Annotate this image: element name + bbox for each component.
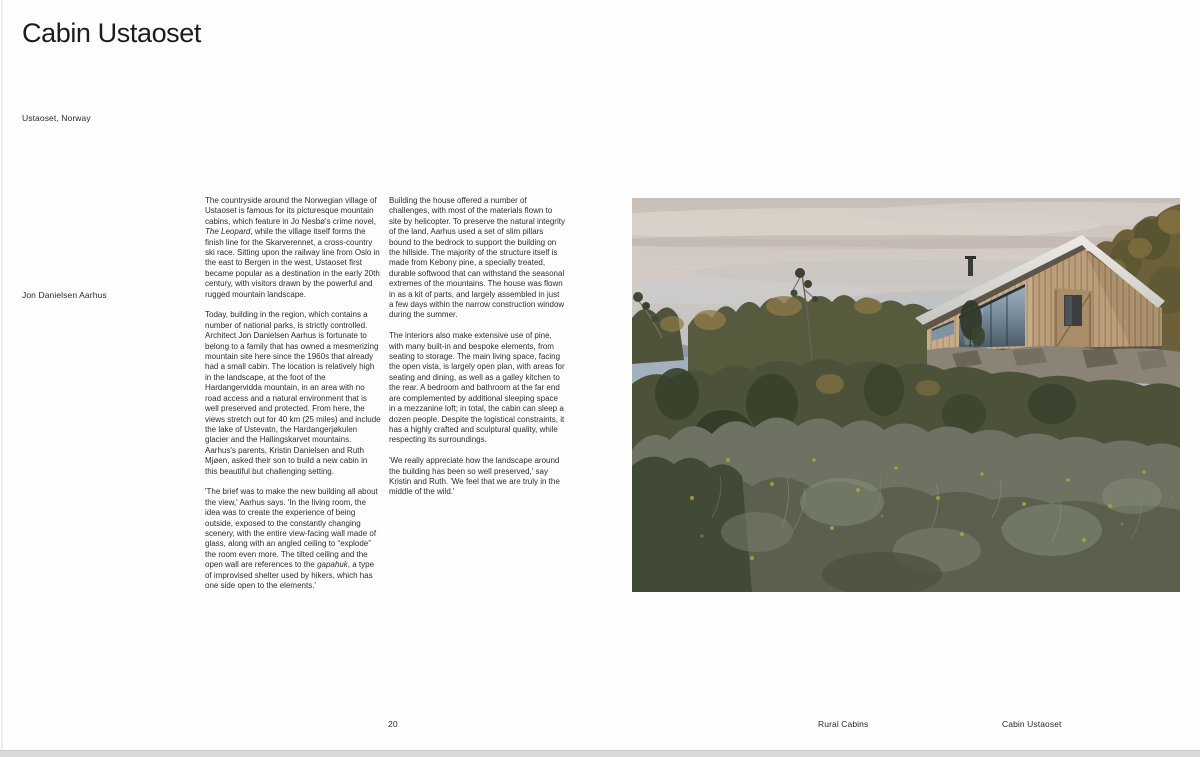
footer-chapter-label: Cabin Ustaoset (1002, 719, 1062, 729)
article-column-1 (205, 196, 381, 602)
article-paragraph: 'The brief was to make the new building all about the view,' Aarhus says. 'In the living room, the idea was to create the experience of being outside, exposed to the constantly changing scenery, with the entire view-facing wall made of glass, along with an angled ceiling to “explode” the room even more. The tilted ceiling and the open wall are references to the gapahuk, a type of improvised shelter used by hikers, which has one side open to the elements.' (205, 487, 378, 590)
vegetation-foreground (632, 417, 1180, 592)
cabin-photo (632, 198, 1180, 592)
article-paragraph: Building the house offered a number of challenges, with most of the materials flown to site by helicopter. To preserve the natural integrity of the land, Aarhus used a set of slim pillars bound to the bedrock to support the building on the hillside. The majority of the structure itself is made from Kebony pine, a specially treated, durable softwood that can withstand the seasonal extremes of the mountains. The house was flown in as a kit of parts, and largely assembled in just a few days within the narrow construction window during the summer. (389, 196, 565, 320)
article-paragraph: 'We really appreciate how the landscape around the building has been so well preserved,' say Kristin and Ruth. 'We feel that we are truly in the middle of the wild.' (389, 456, 560, 497)
cabin-photo-illustration (632, 198, 1180, 592)
article-paragraph: The countryside around the Norwegian village of Ustaoset is famous for its picturesque mountain cabins, which feature in Jo Nesbø's crime novel, The Leopard, while the village itself forms the finish line for the Skarverennet, a cross-country ski race. Sitting upon the railway line from Oslo in the east to Bergen in the west, Ustaoset first became popular as a destination in the early 20th century, with visitors drawn by the powerful and rugged mountain landscape. (205, 196, 380, 299)
cabin-door (1054, 288, 1092, 350)
article-paragraph: The interiors also make extensive use of pine, with many built-in and bespoke elements, from seating to storage. The main living space, facing the open vista, is largely open plan, with areas for seating and dining, as well as a galley kitchen to the rear. A bedroom and bathroom at the far end are complemented by additional sleeping space in a mezzanine loft; in total, the cabin can sleep a dozen people. Despite the logistical constraints, it has a highly crafted and sculptural quality, while respecting its surroundings. (389, 331, 565, 445)
location-label: Ustaoset, Norway (22, 113, 91, 123)
architect-label: Jon Danielsen Aarhus (22, 290, 107, 300)
article-paragraph: Today, building in the region, which contains a number of national parks, is strictly controlled. Architect Jon Danielsen Aarhus is fortunate to belong to a family that has owned a mesmerizing mountain site here since the 1960s that already had a small cabin. The location is relatively high in the landscape, at the foot of the Hardangervidda mountain, in an area with no road access and a natural environment that is well preserved and protected. From here, the views stretch out for 40 km (25 miles) and include the lake of Ustevatn, the Hardangerjøkulen glacier and the Hallingskarvet mountains. Aarhus's parents, Kristin Danielsen and Ruth Mjøen, asked their son to build a new cabin in this beautiful but challenging setting. (205, 310, 381, 476)
page-title: Cabin Ustaoset (22, 18, 201, 48)
page-number: 20 (388, 719, 398, 729)
page-edge-left (1, 0, 3, 750)
page-edge-bottom (0, 750, 1200, 757)
article-column-2 (389, 196, 565, 508)
footer-section-label: Rural Cabins (818, 719, 869, 729)
